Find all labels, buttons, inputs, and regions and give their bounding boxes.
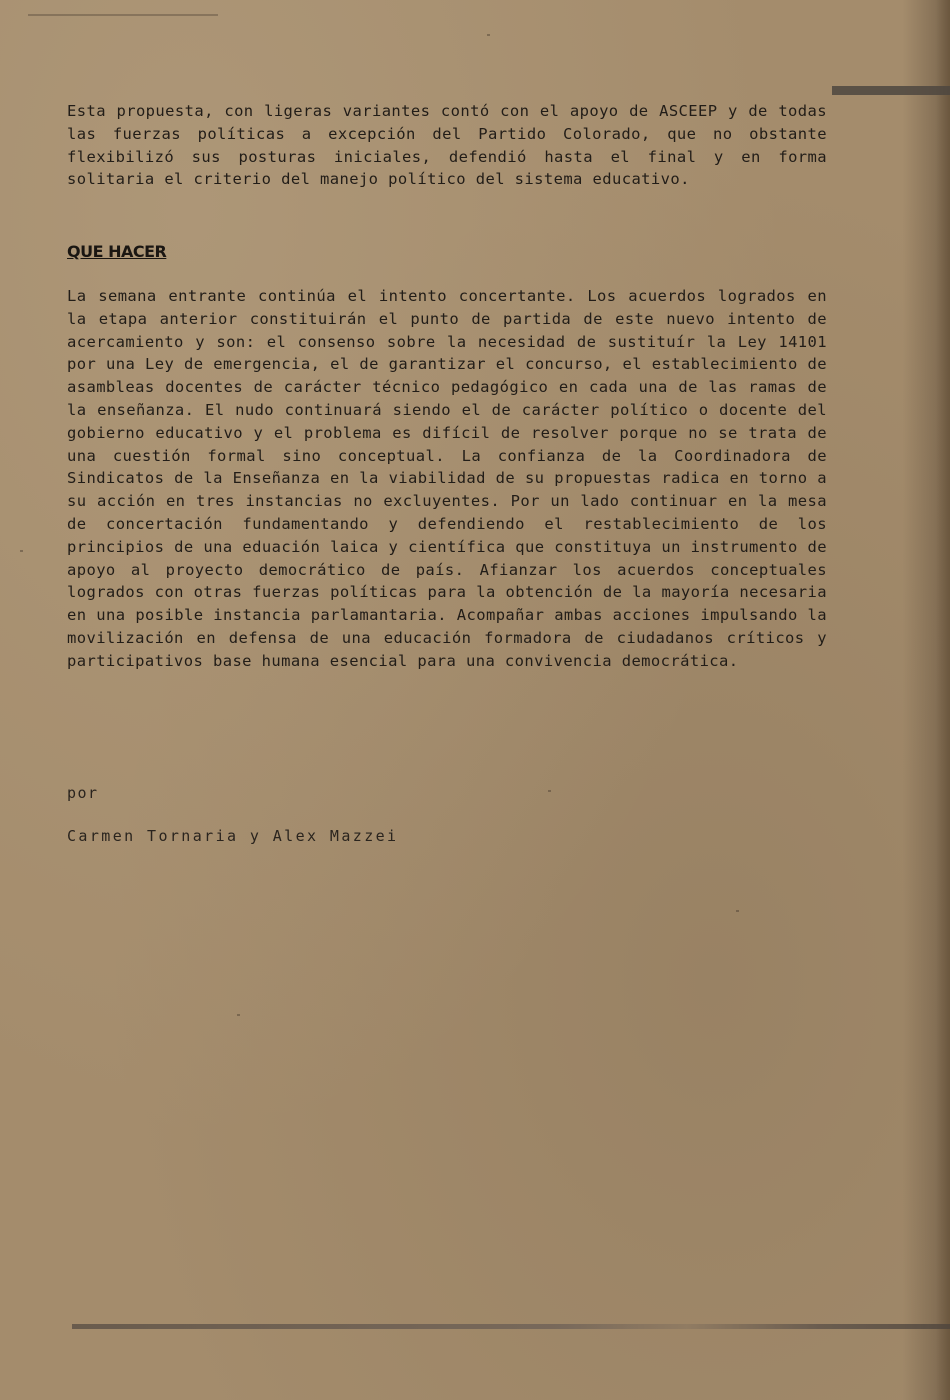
section-heading: QUE HACER xyxy=(67,242,167,261)
paper-speck xyxy=(237,1014,240,1016)
footer-rule xyxy=(72,1324,950,1329)
byline-label: por xyxy=(67,784,99,802)
paper-speck xyxy=(736,910,739,912)
page-edge-shadow xyxy=(936,0,950,1400)
paragraph-intro: Esta propuesta, con ligeras variantes contó con el apoyo de ASCEEP y de todas las fuerzas políticas a excepción del Partido Colorado, que no obstante flexibilizó sus posturas iniciales, defendió hasta el final y en forma solitaria el criterio del manejo político del sistema educativo. xyxy=(67,102,827,189)
paragraph-que-hacer: La semana entrante continúa el intento concertante. Los acuerdos logrados en la etapa anterior constituirán el punto de partida de este nuevo intento de acercamiento y son: el consenso sobre la necesidad de sustituír la Ley 14101 por una Ley de emergencia, el de garantizar el concurso, el establecimiento de asambleas docentes de carácter técnico pedagógico en cada una de las ramas de la enseñanza. El nudo continuará siendo el de carácter político o docente del gobierno educativo y el problema es difícil de resolver porque no se trata de una cuestión formal sino conceptual. La confianza de la Coordinadora de Sindicatos de la Enseñanza en la viabilidad de su propuestas radica en torno a su acción en tres instancias no excluyentes. Por un lado continuar en la mesa de concertación fundamentando y defendiendo el restablecimiento de los principios de una eduación laica y científica que constituya un instrumento de apoyo al proyecto democrático de país. Afianzar los acuerdos conceptuales logrados con otras fuerzas políticas para la obtención de la mayoría necesaria en una posible instancia parlamantaria. Acompañar ambas acciones impulsando la movilización en defensa de una educación formadora de ciudadanos críticos y participativos base humana esencial para una convivencia democrática. xyxy=(67,287,827,670)
byline-authors: Carmen Tornaria y Alex Mazzei xyxy=(67,827,399,845)
paper-speck xyxy=(487,34,490,36)
scan-mark-top-left xyxy=(28,14,218,16)
paper-speck xyxy=(548,790,551,792)
paper-speck xyxy=(20,550,23,552)
scan-mark-top-right xyxy=(832,86,950,95)
